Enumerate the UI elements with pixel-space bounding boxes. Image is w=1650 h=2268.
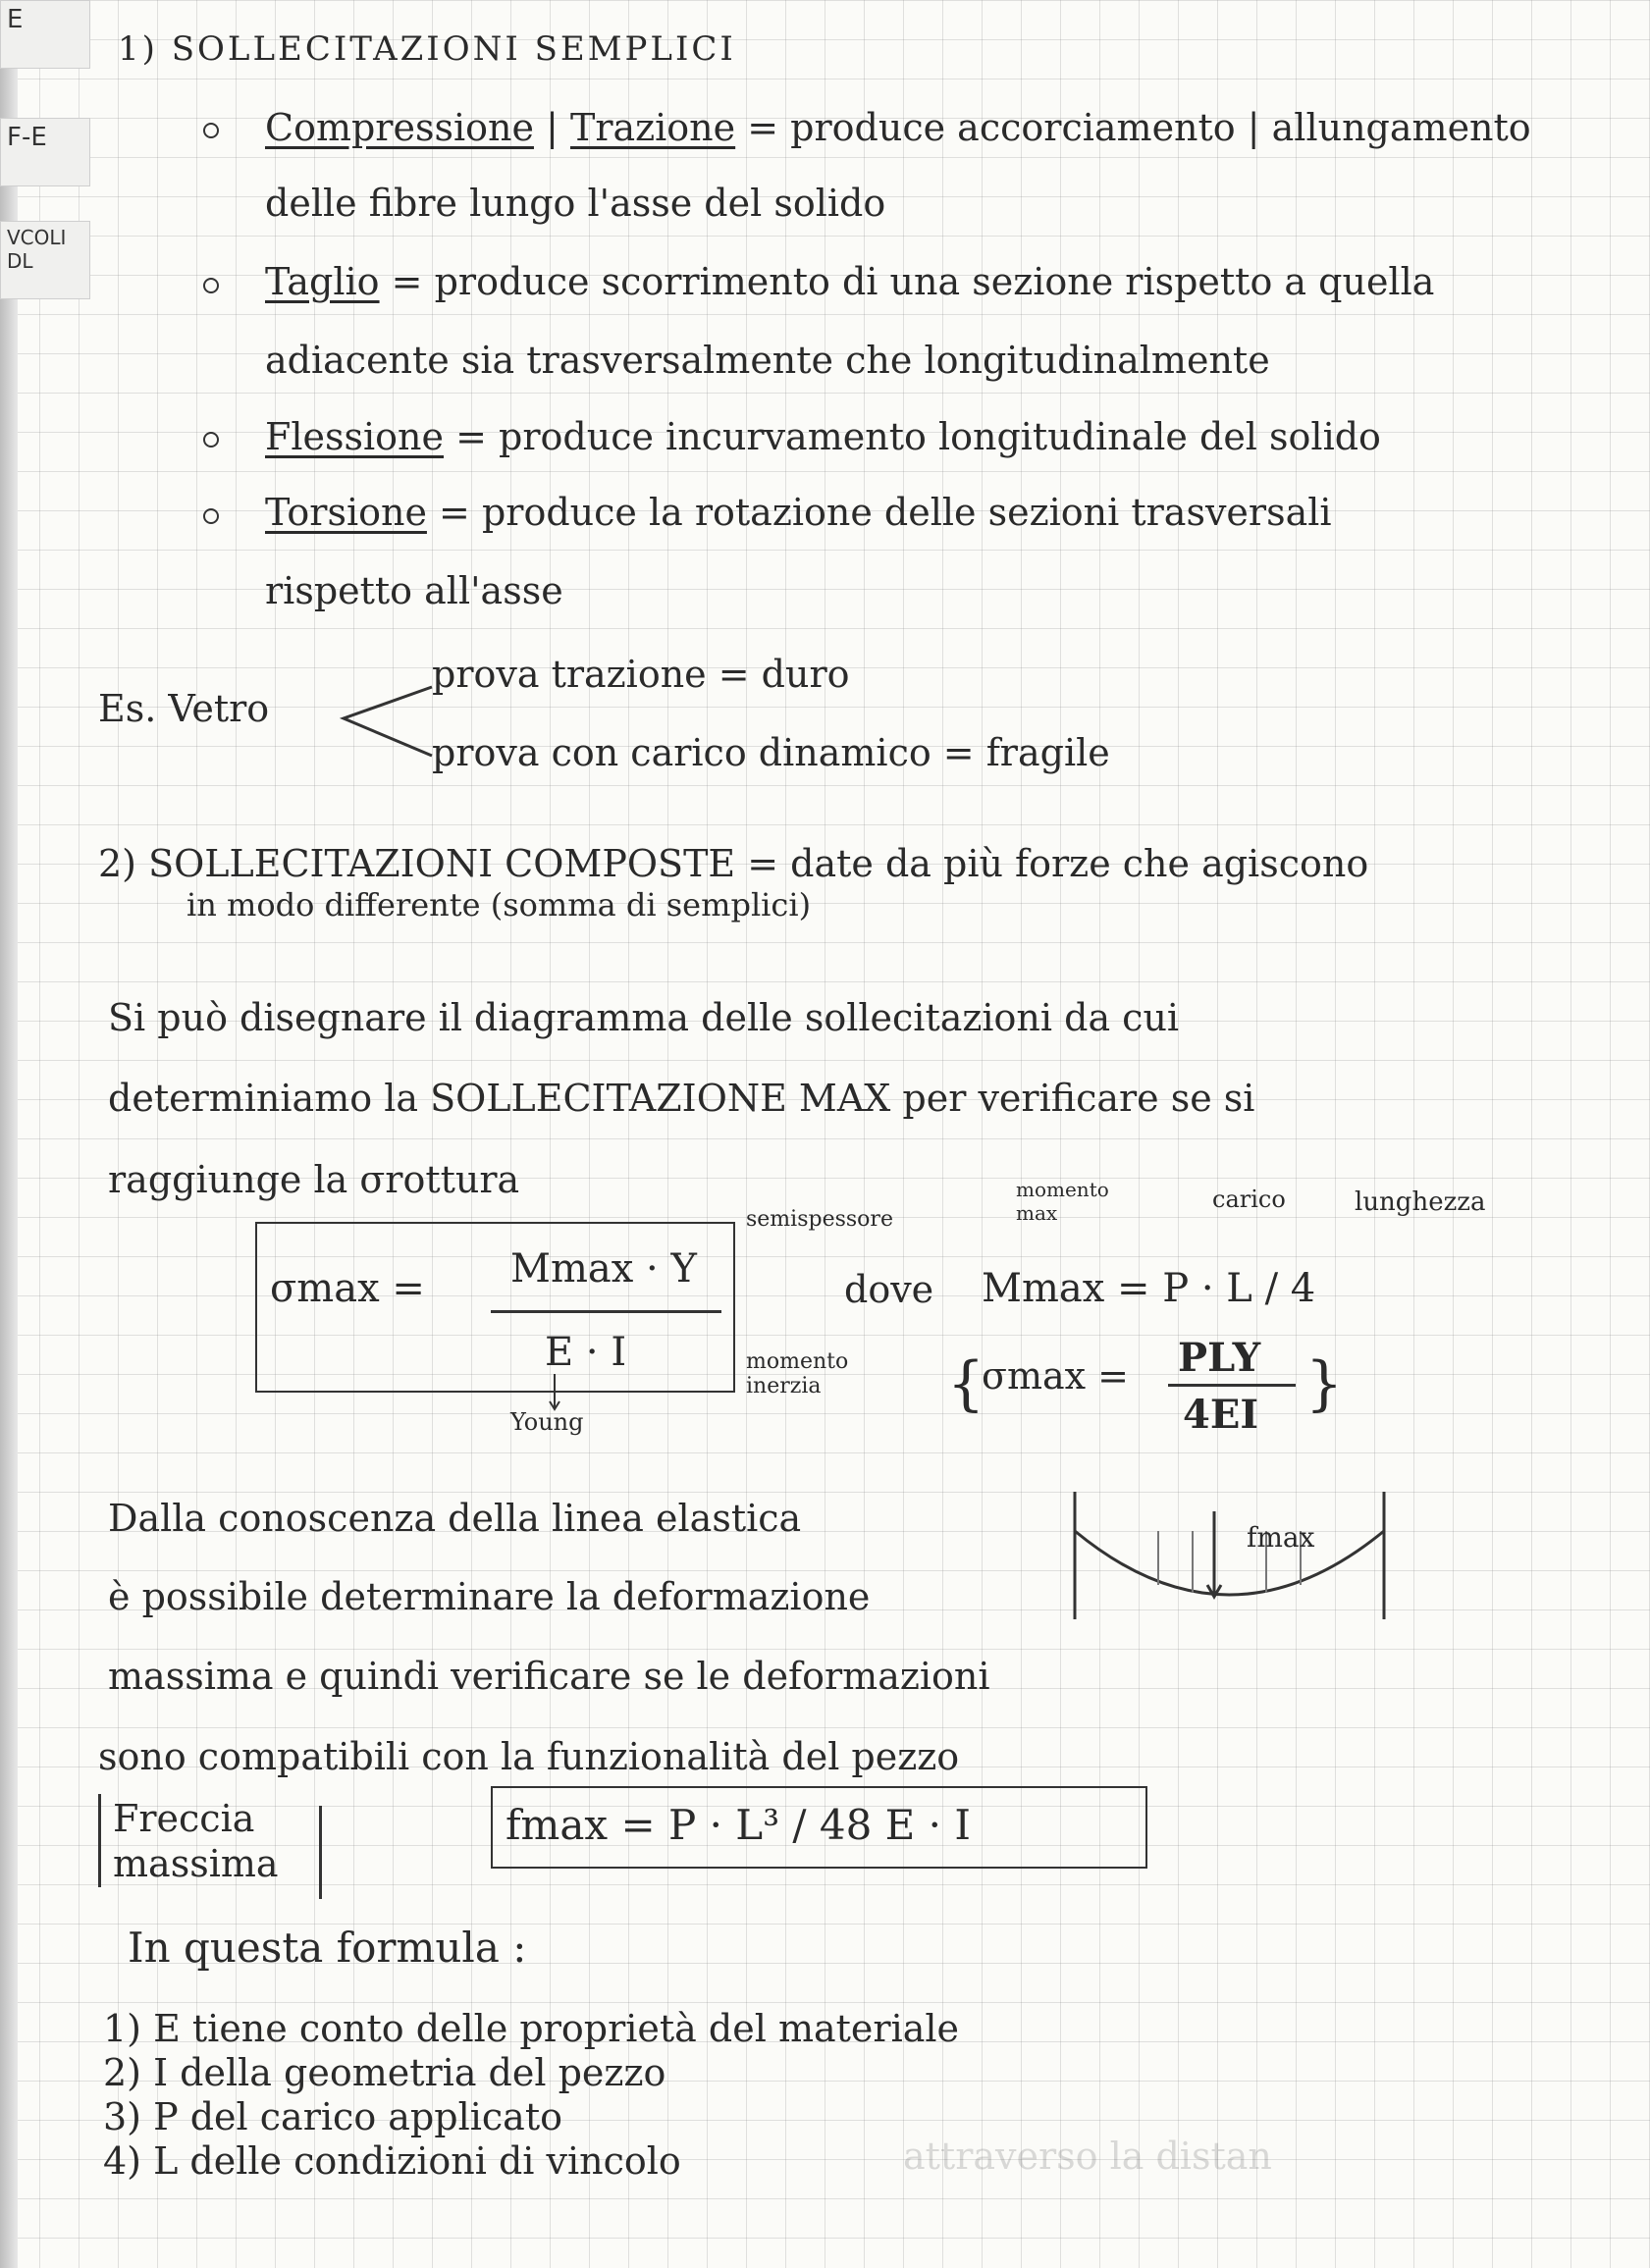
term-separator: | (546, 106, 559, 149)
list-item-1: 1) E tiene conto delle proprietà del materiale (103, 2007, 960, 2050)
term-compressione: Compressione (265, 106, 534, 149)
section2-subtitle: in modo differente (somma di semplici) (186, 886, 812, 923)
note-semispessore: semispessore (746, 1207, 893, 1232)
label-lunghezza: lunghezza (1355, 1187, 1486, 1217)
list-item-2: 2) I della geometria del pezzo (103, 2051, 666, 2094)
label-momento-max: momento max (1016, 1178, 1109, 1225)
term-trazione: Trazione (569, 106, 736, 149)
brace-left: { (947, 1349, 985, 1418)
bullet-icon (203, 508, 219, 524)
example-label: Es. Vetro (98, 687, 270, 730)
item-compressione (265, 106, 1531, 149)
bullet-icon (203, 278, 219, 293)
list-item-4: 4) L delle condizioni di vincolo (103, 2139, 681, 2183)
formula2-expr: fmax = P · L³ / 48 E · I (506, 1801, 971, 1849)
item-text: = produce scorrimento di una sezione rispetto a quella (391, 260, 1435, 303)
formula1-result-den: 4EI (1183, 1392, 1259, 1438)
formula1-result-num: PLY (1178, 1335, 1261, 1381)
result-fraction-line (1168, 1384, 1296, 1387)
term-flessione: Flessione (265, 415, 445, 458)
paragraph2-line3: massima e quindi verificare se le deformazioni (108, 1655, 990, 1698)
brace-right: } (1305, 1349, 1344, 1418)
paragraph1-line3: raggiunge la σrottura (108, 1158, 520, 1201)
note-momento-inerzia: momento inerzia (746, 1349, 849, 1398)
note-young: Young (510, 1408, 584, 1436)
branch-bracket (334, 677, 442, 765)
item-cont: rispetto all'asse (265, 569, 563, 612)
beam-deflection-sketch (1070, 1492, 1394, 1629)
item-torsione (265, 491, 1332, 534)
item-taglio (265, 260, 1434, 303)
label-bracket-left (98, 1794, 101, 1887)
item-text: = produce incurvamento longitudinale del solido (455, 415, 1381, 458)
item-flessione (265, 415, 1381, 458)
example-branch1: prova trazione = duro (432, 653, 850, 696)
side-tab-2: F-E (0, 118, 90, 186)
item-text: = produce accorciamento | allungamento (747, 106, 1531, 149)
arrow-young (550, 1374, 559, 1413)
bullet-icon (203, 123, 219, 138)
bullet-icon (203, 432, 219, 448)
formula1-result-lhs: σmax = (982, 1354, 1129, 1398)
list-item-3: 3) P del carico applicato (103, 2095, 562, 2138)
paragraph2-line2: è possibile determinare la deformazione (108, 1575, 871, 1618)
item-text: = produce la rotazione delle sezioni trasversali (439, 491, 1332, 534)
formula1-lhs: σmax = (270, 1266, 425, 1311)
formula1-dove: dove (844, 1268, 934, 1311)
term-torsione: Torsione (265, 491, 427, 534)
formula1-denominator: E · I (545, 1330, 627, 1375)
fraction-line (491, 1310, 721, 1313)
formula1-numerator: Mmax · Y (510, 1246, 697, 1292)
formula1-mmax: Mmax = P · L / 4 (982, 1266, 1316, 1311)
paragraph3: In questa formula : (128, 1924, 527, 1972)
side-tab-3: VCOLI DL (0, 221, 90, 299)
paragraph2-line1: Dalla conoscenza della linea elastica (108, 1497, 802, 1540)
paragraph1-line2: determiniamo la SOLLECITAZIONE MAX per verificare se si (108, 1077, 1255, 1120)
section1-title: 1) SOLLECITAZIONI SEMPLICI (118, 29, 736, 69)
term-taglio: Taglio (265, 260, 380, 303)
paragraph1-line1: Si può disegnare il diagramma delle sollecitazioni da cui (108, 996, 1180, 1039)
item-cont: adiacente sia trasversalmente che longitudinalmente (265, 339, 1270, 382)
freccia-label: Freccia massima (113, 1797, 279, 1885)
label-carico: carico (1212, 1186, 1286, 1213)
notebook-binding (0, 0, 18, 2268)
beam-fmax-label: fmax (1247, 1521, 1315, 1554)
section2-title: 2) SOLLECITAZIONI COMPOSTE = date da più forze che agiscono (98, 842, 1369, 885)
side-tab-1: E (0, 0, 90, 69)
label-bracket-right (319, 1806, 322, 1899)
paragraph2-line4: sono compatibili con la funzionalità del pezzo (98, 1735, 960, 1778)
example-branch2: prova con carico dinamico = fragile (432, 731, 1110, 774)
item-cont: delle fibre lungo l'asse del solido (265, 182, 886, 225)
bleed-through-text: attraverso la distan (903, 2135, 1272, 2178)
